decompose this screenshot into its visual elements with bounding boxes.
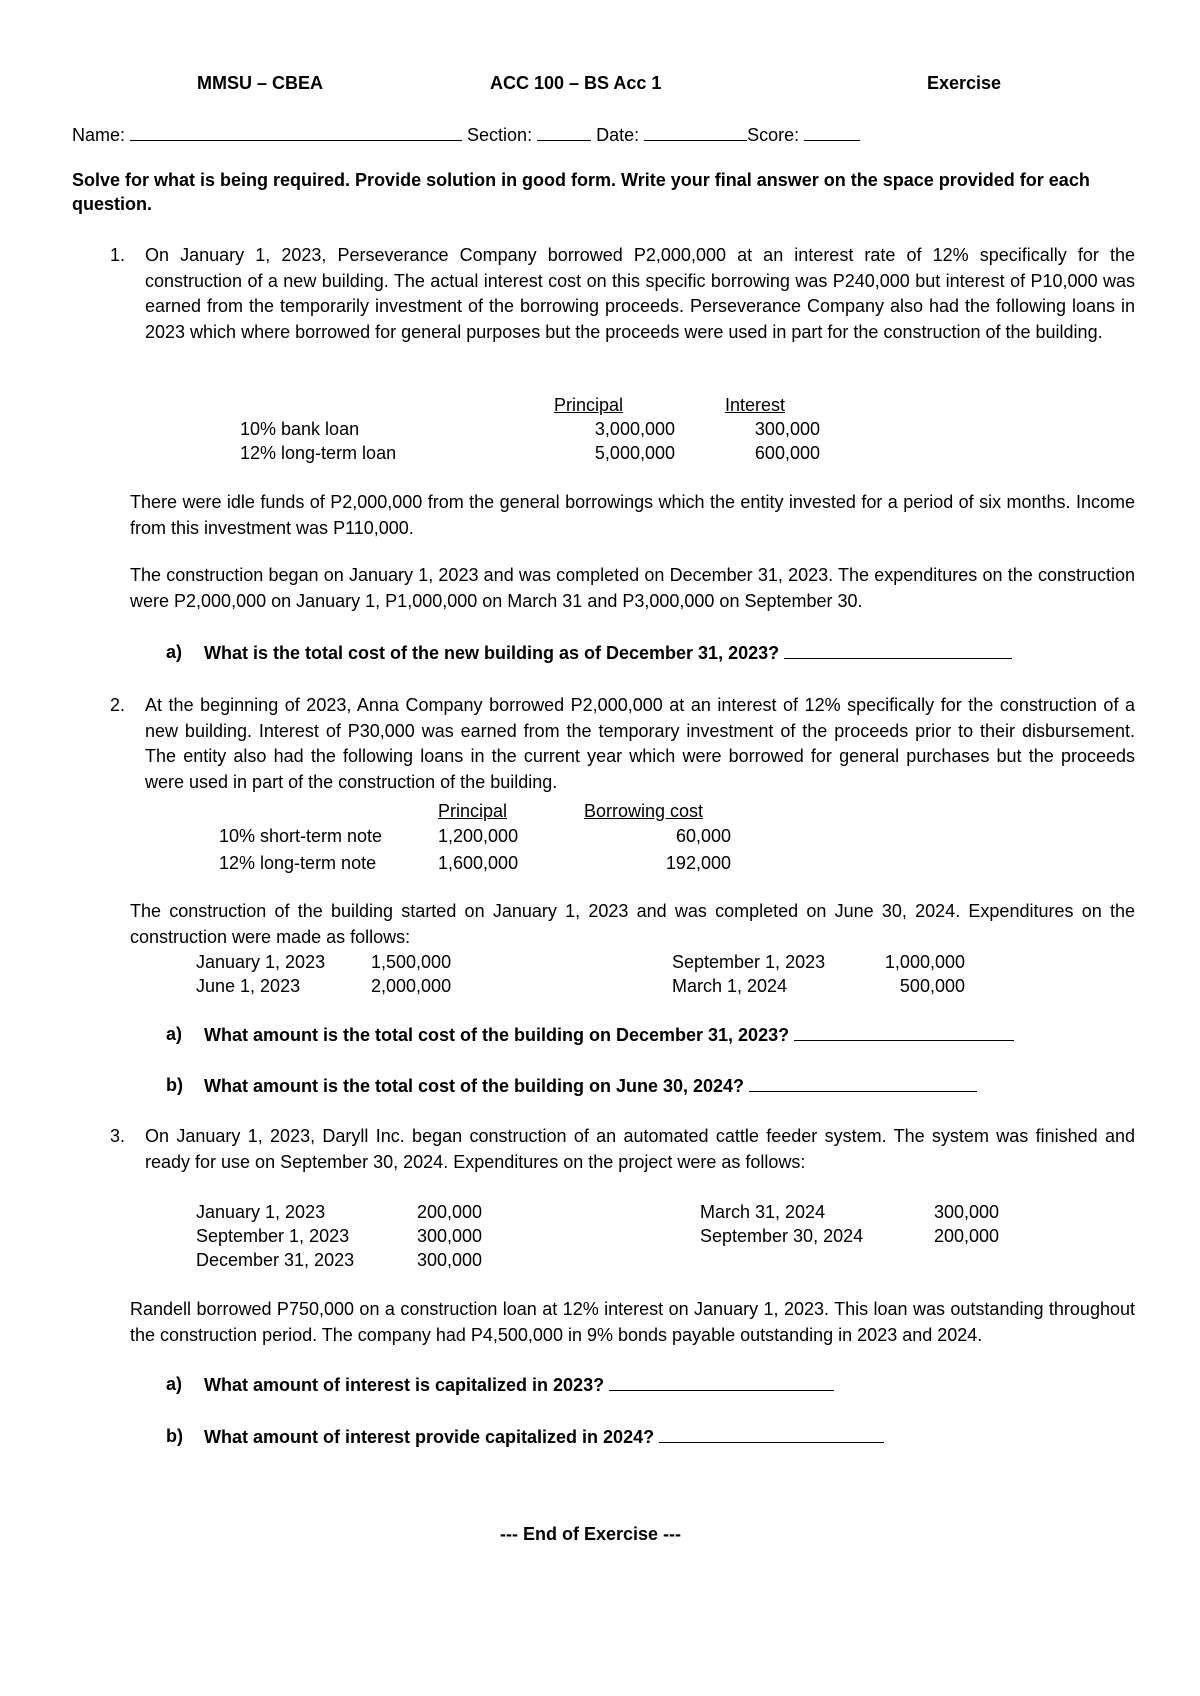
q1-row1-principal: 3,000,000 bbox=[594, 419, 675, 439]
q2-qa bbox=[204, 1022, 1014, 1048]
q2-exp1-date: January 1, 2023 bbox=[196, 952, 326, 972]
q2-number: 2. bbox=[110, 695, 126, 715]
q3-exp3-amount: 300,000 bbox=[417, 1250, 483, 1270]
q3-number: 3. bbox=[110, 1126, 126, 1146]
q3-qb-text: What amount of interest provide capitalized in 2024? bbox=[204, 1427, 655, 1447]
q3-qb bbox=[204, 1424, 884, 1450]
q2-col-cost: Borrowing cost bbox=[584, 801, 704, 821]
course-label: ACC 100 – BS Acc 1 bbox=[490, 73, 662, 93]
q2-exp4-date: March 1, 2024 bbox=[672, 976, 788, 996]
q1-col-interest: Interest bbox=[725, 395, 786, 415]
q1-number: 1. bbox=[110, 245, 126, 265]
school-label: MMSU – CBEA bbox=[197, 73, 324, 93]
q2-exp3-amount: 1,000,000 bbox=[884, 952, 965, 972]
q2-row1-cost: 60,000 bbox=[675, 826, 731, 846]
q1-col-principal: Principal bbox=[554, 395, 624, 415]
q1-text: On January 1, 2023, Perseverance Company borrowed P2,000,000 at an interest rate of 12% specifically for the construction of a new building. The actual interest cost on this specific borrowing was P240,000 but interest of P10,000 was earned from the temporarily investment of the borrowing proceeds. Perseverance Company also had the following loans in 2023 which where borrowed for general purposes but the proceeds were used in part for the construction of the building. bbox=[145, 245, 1135, 342]
score-label: Score: bbox=[747, 125, 805, 145]
q1-row2-interest: 600,000 bbox=[754, 443, 820, 463]
q3-qa-letter: a) bbox=[166, 1374, 183, 1394]
q1-para2: There were idle funds of P2,000,000 from the general borrowings which the entity invested for a period of six months. Income from this investment was P110,000. bbox=[130, 492, 1135, 538]
q2-row1-label: 10% short-term note bbox=[219, 826, 383, 846]
info-line bbox=[72, 122, 860, 148]
q2-qa-answer-blank[interactable] bbox=[794, 1022, 1014, 1041]
q3-para2: Randell borrowed P750,000 on a construction loan at 12% interest on January 1, 2023. This loan was outstanding throughout the construction period. The company had P4,500,000 in 9% bonds payable outstanding in 2023 and 2024. bbox=[130, 1299, 1135, 1345]
q1-qa-text: What is the total cost of the new building as of December 31, 2023? bbox=[204, 643, 780, 663]
q1-row2-label: 12% long-term loan bbox=[240, 443, 397, 463]
score-blank[interactable] bbox=[804, 122, 860, 141]
end-of-exercise: --- End of Exercise --- bbox=[500, 1524, 682, 1544]
date-label: Date: bbox=[591, 125, 645, 145]
q2-col-principal: Principal bbox=[438, 801, 508, 821]
date-blank[interactable] bbox=[644, 122, 747, 141]
q2-row2-label: 12% long-term note bbox=[219, 853, 377, 873]
q1-row2-principal: 5,000,000 bbox=[594, 443, 675, 463]
q2-exp4-amount: 500,000 bbox=[899, 976, 965, 996]
q2-qb-answer-blank[interactable] bbox=[749, 1073, 977, 1092]
q3-exp2-date: September 1, 2023 bbox=[196, 1226, 350, 1246]
q3-exp4-amount: 300,000 bbox=[934, 1202, 1000, 1222]
q3-qa bbox=[204, 1372, 834, 1398]
q1-para3: The construction began on January 1, 2023 and was completed on December 31, 2023. The expenditures on the construction were P2,000,000 on January 1, P1,000,000 on March 31 and P3,000,000 on September 30. bbox=[130, 565, 1135, 611]
q2-qa-text: What amount is the total cost of the building on December 31, 2023? bbox=[204, 1025, 790, 1045]
q2-exp1-amount: 1,500,000 bbox=[371, 952, 452, 972]
q3-exp1-date: January 1, 2023 bbox=[196, 1202, 326, 1222]
q3-exp5-amount: 200,000 bbox=[934, 1226, 1000, 1246]
q3-exp2-amount: 300,000 bbox=[417, 1226, 483, 1246]
q1-row1-interest: 300,000 bbox=[754, 419, 820, 439]
q2-qb bbox=[204, 1073, 977, 1099]
q2-exp2-date: June 1, 2023 bbox=[196, 976, 301, 996]
q2-qb-text: What amount is the total cost of the building on June 30, 2024? bbox=[204, 1076, 745, 1096]
q3-text: On January 1, 2023, Daryll Inc. began construction of an automated cattle feeder system. The system was finished and ready for use on September 30, 2024. Expenditures on the project were as follows: bbox=[145, 1126, 1135, 1172]
name-label: Name: bbox=[72, 125, 131, 145]
q2-para2: The construction of the building started on January 1, 2023 and was completed on June 30, 2024. Expenditures on the construction were made as follows: bbox=[130, 901, 1135, 947]
q1-row1-label: 10% bank loan bbox=[240, 419, 360, 439]
section-blank[interactable] bbox=[537, 122, 591, 141]
q3-exp5-date: September 30, 2024 bbox=[700, 1226, 864, 1246]
q2-row1-principal: 1,200,000 bbox=[438, 826, 519, 846]
q2-qb-letter: b) bbox=[166, 1075, 183, 1095]
exercise-label: Exercise bbox=[927, 73, 1002, 93]
q1-qa-answer-blank[interactable] bbox=[784, 640, 1012, 659]
q2-qa-letter: a) bbox=[166, 1024, 183, 1044]
q2-row2-principal: 1,600,000 bbox=[438, 853, 519, 873]
q1-qa-letter: a) bbox=[166, 642, 183, 662]
section-label: Section: bbox=[462, 125, 538, 145]
q2-exp3-date: September 1, 2023 bbox=[672, 952, 826, 972]
q3-qa-answer-blank[interactable] bbox=[609, 1372, 834, 1391]
name-blank[interactable] bbox=[130, 122, 462, 141]
q3-qa-text: What amount of interest is capitalized in 2023? bbox=[204, 1375, 605, 1395]
q3-exp4-date: March 31, 2024 bbox=[700, 1202, 826, 1222]
q1-qa bbox=[204, 640, 1012, 666]
q3-exp1-amount: 200,000 bbox=[417, 1202, 483, 1222]
instructions: Solve for what is being required. Provide solution in good form. Write your final answer on the space provided for each question. bbox=[72, 170, 1090, 214]
q2-exp2-amount: 2,000,000 bbox=[371, 976, 452, 996]
q3-exp3-date: December 31, 2023 bbox=[196, 1250, 355, 1270]
q2-text: At the beginning of 2023, Anna Company borrowed P2,000,000 at an interest of 12% specifically for the construction of a new building. Interest of P30,000 was earned from the temporary investment of the proceeds prior to their disbursement. The entity also had the following loans in the current year which were borrowed for general purchases but the proceeds were used in part of the construction of the building. bbox=[145, 695, 1135, 792]
q3-qb-answer-blank[interactable] bbox=[659, 1424, 884, 1443]
q2-row2-cost: 192,000 bbox=[665, 853, 731, 873]
q3-qb-letter: b) bbox=[166, 1426, 183, 1446]
